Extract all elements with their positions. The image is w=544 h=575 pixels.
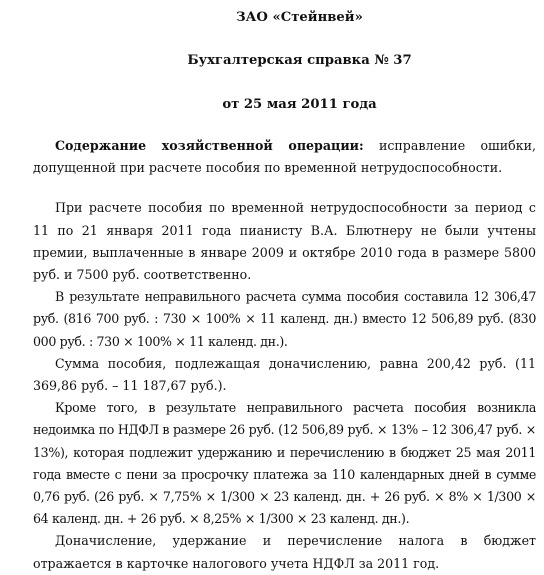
paragraph-tax-card: Доначисление, удержание и перечисление налога в бюджет отражается в карточке налогового учета НДФЛ за 2011 год. [33, 533, 536, 571]
paragraph-ndfl-arrears: Кроме того, в результате неправильного расчета пособия возникла недоимка по НДФЛ в размере 26 руб. (12 506,89 руб. × 13% – 12 306,47 руб. × 13%), которая подлежит удержанию и перечислению в бюджет 25 мая 2011 года вместе с пени за просрочку платежа за 110 календарных дней в сумме 0,76 руб. (26 руб. × 7,75% × 1/300 × 23 календ. дн. + 26 руб. × 8% × 1/300 × 64 календ. дн. + 26 руб. × 8,25% × 1/300 × 23 календ. дн.). [33, 400, 536, 527]
document-title: Бухгалтерская справка № 37 [187, 53, 412, 68]
paragraph-bonuses: При расчете пособия по временной нетрудоспособности за период с 11 по 21 января 2011 года пианисту В.А. Блютнеру не были учтены премии, выплаченные в январе 2009 и октябре 2010 года в размере 5800 руб. и 7500 руб. соответственно. [33, 200, 536, 283]
operation-content-text: исправление ошибки, допущенной при расчете пособия по временной нетрудоспособности. [33, 138, 536, 176]
operation-content-label: Содержание хозяйственной операции: [55, 138, 364, 153]
operation-content-paragraph [33, 135, 536, 179]
document-date: от 25 мая 2011 года [222, 97, 377, 112]
paragraph-additional-accrual: Сумма пособия, подлежащая доначислению, равна 200,42 руб. (11 369,86 руб. – 11 187,67 руб.). [33, 355, 536, 394]
paragraph-incorrect-calculation: В результате неправильного расчета сумма пособия составила 12 306,47 руб. (816 700 руб. : 730 × 100% × 11 календ. дн.) вместо 12 506,89 руб. (830 000 руб. : 730 × 100% × 11 календ. дн.). [33, 289, 536, 349]
company-name: ЗАО «Стейнвей» [236, 10, 363, 25]
